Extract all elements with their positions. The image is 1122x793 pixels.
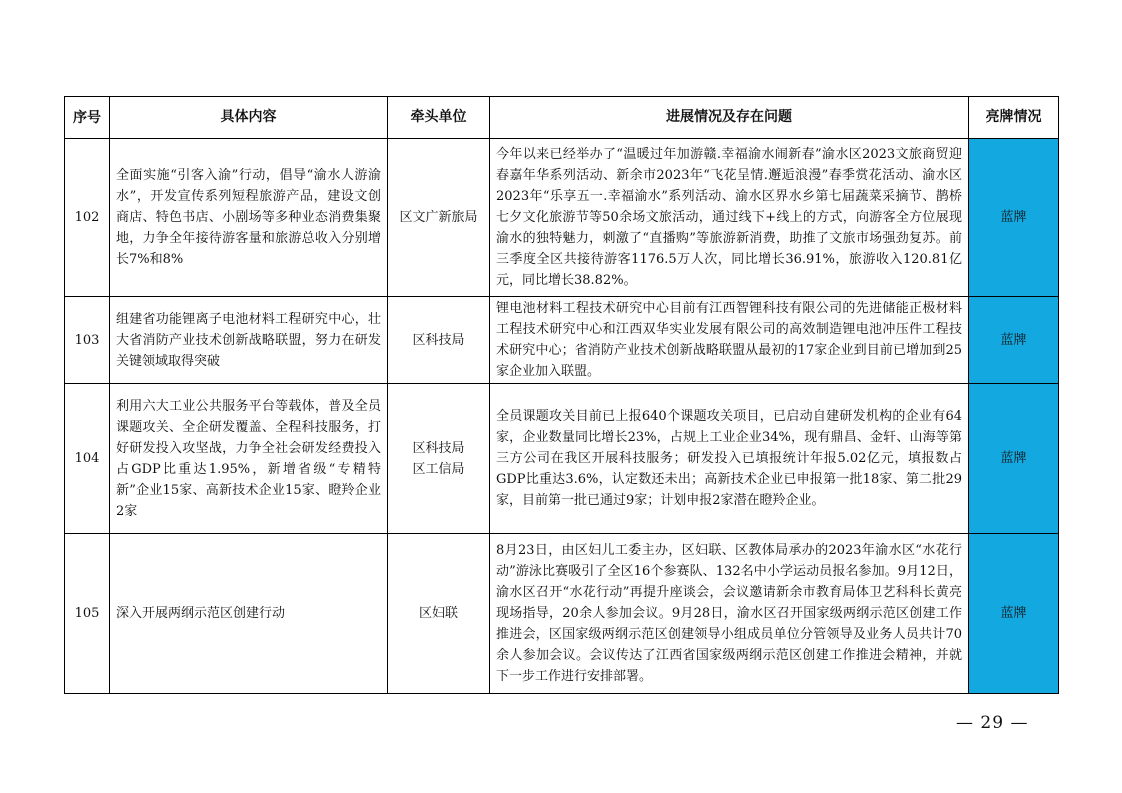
table-header-row [65,97,1059,139]
row-unit: 区科技局 区工信局 [388,384,490,534]
table-row [65,139,1059,297]
header-unit: 牵头单位 [388,97,490,139]
row-unit: 区文广新旅局 [388,139,490,297]
row-seq: 102 [65,139,110,297]
status-badge: 蓝牌 [969,139,1059,297]
status-badge: 蓝牌 [969,384,1059,534]
row-progress: 锂电池材料工程技术研究中心目前有江西智锂科技有限公司的先进储能正极材料工程技术研究中心和江西双华实业发展有限公司的高效制造锂电池冲压件工程技术研究中心；省消防产业技术创新战略联盟从最初的17家企业到目前已增加到25家企业加入联盟。 [490,297,969,384]
status-badge: 蓝牌 [969,534,1059,694]
table-row [65,384,1059,534]
row-seq: 103 [65,297,110,384]
row-content: 组建省功能锂离子电池材料工程研究中心，壮大省消防产业技术创新战略联盟，努力在研发关键领域取得突破 [110,297,388,384]
row-content: 全面实施“引客入渝”行动，倡导“渝水人游渝水”，开发宣传系列短程旅游产品，建设文创商店、特色书店、小剧场等多种业态消费集聚地，力争全年接待游客量和旅游总收入分别增长7%和8% [110,139,388,297]
table-row [65,297,1059,384]
row-progress: 8月23日，由区妇儿工委主办，区妇联、区教体局承办的2023年渝水区“水花行动”游泳比赛吸引了全区16个参赛队、132名中小学运动员报名参加。9月12日，渝水区召开“水花行动”再提升座谈会，会议邀请新余市教育局体卫艺科科长黄亮现场指导，20余人参加会议。9月28日，渝水区召开国家级两纲示范区创建工作推进会，区国家级两纲示范区创建领导小组成员单位分管领导及业务人员共计70余人参加会议。会议传达了江西省国家级两纲示范区创建工作推进会精神，并就下一步工作进行安排部署。 [490,534,969,694]
row-content: 利用六大工业公共服务平台等载体，普及全员课题攻关、全企研发覆盖、全程科技服务，打好研发投入攻坚战，力争全社会研发经费投入占GDP比重达1.95%，新增省级“专精特新”企业15家、高新技术企业15家、瞪羚企业2家 [110,384,388,534]
header-status: 亮牌情况 [969,97,1059,139]
row-content: 深入开展两纲示范区创建行动 [110,534,388,694]
row-unit: 区科技局 [388,297,490,384]
row-progress: 今年以来已经举办了“温暖过年加游赣.幸福渝水闹新春”渝水区2023文旅商贸迎春嘉年华系列活动、新余市2023年“飞花呈情.邂逅浪漫”春季赏花活动、渝水区2023年“乐享五一.幸福渝水”系列活动、渝水区界水乡第七届蔬菜采摘节、鹊桥七夕文化旅游节等50余场文旅活动，通过线下+线上的方式，向游客全方位展现渝水的独特魅力，刺激了“直播购”等旅游新消费，助推了文旅市场强劲复苏。前三季度全区共接待游客1176.5万人次，同比增长36.91%，旅游收入120.81亿元，同比增长38.82%。 [490,139,969,297]
status-badge: 蓝牌 [969,297,1059,384]
page-number: — 29 — [956,713,1029,733]
table-row [65,534,1059,694]
row-seq: 104 [65,384,110,534]
row-unit: 区妇联 [388,534,490,694]
header-seq: 序号 [65,97,110,139]
progress-table [64,96,1059,694]
header-progress: 进展情况及存在问题 [490,97,969,139]
row-seq: 105 [65,534,110,694]
header-content: 具体内容 [110,97,388,139]
row-progress: 全员课题攻关目前已上报640个课题攻关项目，已启动自建研发机构的企业有64家，企业数量同比增长23%，占规上工业企业34%，现有鼎昌、金轩、山海等第三方公司在我区开展科技服务；研发投入已填报统计年报5.02亿元，填报数占GDP比重达3.6%，认定数还未出；高新技术企业已申报第一批18家、第二批29家，目前第一批已通过9家；计划申报2家潜在瞪羚企业。 [490,384,969,534]
